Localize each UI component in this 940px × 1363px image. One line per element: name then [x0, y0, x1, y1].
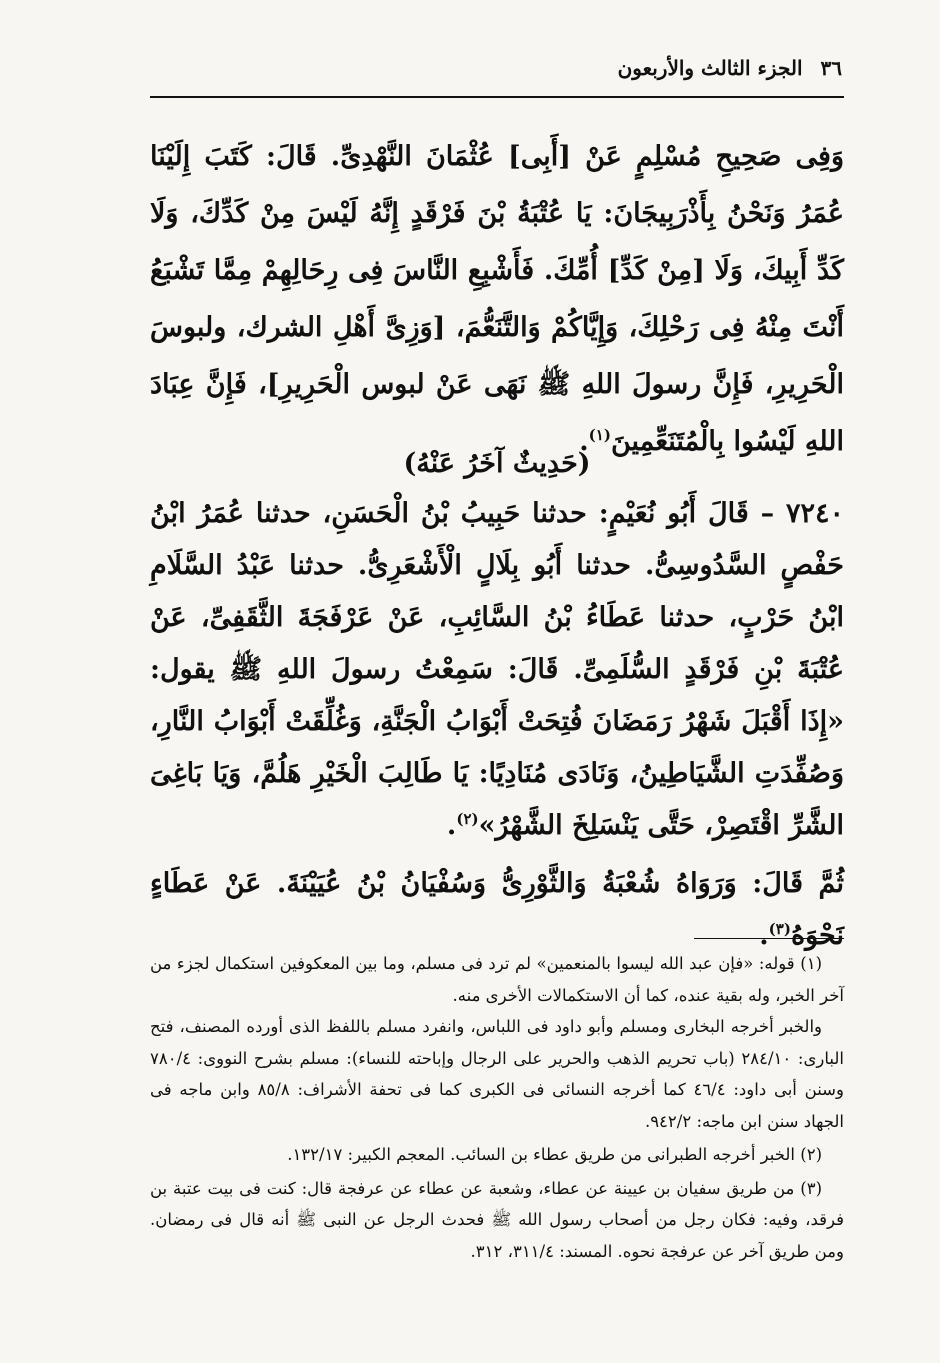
footnote-ref: (٣) [768, 920, 791, 938]
footnotes [150, 948, 844, 1267]
section-heading: (حَدِيثٌ آخَرُ عَنْهُ) [403, 448, 591, 479]
hadith-text: – قَالَ أَبُو نُعَيْمٍ: حدثنا حَبِيبُ بْنُ الْحَسَنِ، حدثنا عُمَرُ ابْنُ حَفْصٍ السَّدُوسِىُّ. حدثنا أَبُو بِلَالٍ الْأَشْعَرِىُّ. حدثنا عَبْدُ السَّلَامِ ابْنُ حَرْبٍ، حدثنا عَطَاءُ بْنُ السَّائِبِ، عَنْ عَرْفَجَةَ الثَّقَفِىِّ، عَنْ عُتْبَةَ بْنِ فَرْقَدٍ السُّلَمِىِّ. قَالَ: سَمِعْتُ رسولَ اللهِ ﷺ يقول: «إِذَا أَقْبَلَ شَهْرُ رَمَضَانَ فُتِحَتْ أَبْوَابُ الْجَنَّةِ، وَغُلِّقَتْ أَبْوَابُ النَّارِ، وَصُفِّدَتِ الشَّيَاطِينُ، وَنَادَى مُنَادِيًا: يَا طَالِبَ الْخَيْرِ هَلُمَّ، وَيَا بَاغِىَ الشَّرِّ اقْتَصِرْ، حَتَّى يَنْسَلِخَ الشَّهْرُ» [150, 498, 844, 841]
footnote-rule [694, 938, 844, 939]
hadith-paragraph [150, 488, 844, 852]
hadith-followup [150, 858, 844, 962]
followup-text: ثُمَّ قَالَ: وَرَوَاهُ شُعْبَةُ وَالثَّوْرِىُّ وَسُفْيَانُ بْنُ عُيَيْنَةَ. عَنْ عَطَاءٍ نَحْوَهُ [150, 868, 844, 951]
paragraph-end: . [579, 426, 589, 457]
hadith-end: . [446, 810, 457, 841]
main-text [150, 128, 844, 470]
footnote-ref: (١) [588, 426, 611, 444]
followup-end: . [759, 920, 769, 951]
footnote-1: (١) قوله: «فإن عبد الله ليسوا بالمنعمين» لم ترد فى مسلم، وما بين المعكوفين استكمال لجزء من آخر الخبر، وله بقية عنده، كما أن الاستكمالات الأخرى منه. [150, 954, 844, 1005]
paragraph [150, 128, 844, 470]
footnote-ref: (٢) [456, 810, 479, 828]
page-number: ٣٦ [820, 56, 842, 80]
footnote-1-continued: والخبر أخرجه البخارى ومسلم وأبو داود فى اللباس، وانفرد مسلم باللفظ الذى أورده المصنف، فتح البارى: ٢٨٤/١٠ (باب تحريم الذهب والحرير على الرجال وإباحته للنساء): مسلم بشرح النووى: ٧٨٠/٤ وسنن أبى داود: ٤٦/٤ كما أخرجه النسائى فى الكبرى كما فى تحفة الأشراف: ٨٥/٨ وابن ماجه فى الجهاد سنن ابن ماجه: ٩٤٢/٢. [150, 1017, 844, 1131]
paragraph-text: وَفِى صَحِيحِ مُسْلِمٍ عَنْ [أَبِى] عُثْمَانَ النَّهْدِىِّ. قَالَ: كَتَبَ إِلَيْنَا عُمَرُ وَنَحْنُ بِأَذْرَبِيجَانَ: يَا عُتْبَةُ بْنَ فَرْقَدٍ إِنَّهُ لَيْسَ مِنْ كَدِّكَ، وَلَا كَدِّ أَبِيكَ، وَلَا [مِنْ كَدِّ] أُمِّكَ. فَأَشْبِعِ النَّاسَ فِى رِحَالِهِمْ مِمَّا تَشْبَعُ أَنْتَ مِنْهُ فِى رَحْلِكَ، وَإِيَّاكُمْ وَالتَّنَعُّمَ، [وَزِىَّ أَهْلِ الشرك، ولبوسَ الْحَرِيرِ، فَإِنَّ رسولَ اللهِ ﷺ نَهَى عَنْ لبوس الْحَرِيرِ]، فَإِنَّ عِبَادَ اللهِ لَيْسُوا بِالْمُتَنَعِّمِينَ [150, 141, 844, 457]
hadith-number: ٧٢٤٠ [785, 498, 844, 529]
header-rule [150, 96, 844, 98]
hadith-block [150, 488, 844, 962]
footnote-2: (٢) الخبر أخرجه الطبرانى من طريق عطاء بن السائب. المعجم الكبير: ١٣٢/١٧. [287, 1145, 822, 1164]
running-header [120, 56, 842, 90]
footnote-3: (٣) من طريق سفيان بن عيينة عن عطاء، وشعبة عن عطاء عن عرفجة قال: كنت فى بيت عتبة بن فرقد، وفيه: فكان رجل من أصحاب رسول الله ﷺ فحدث الرجل عن النبى ﷺ أنه قال فى رمضان. ومن طريق آخر عن عرفجة نحوه. المسند: ٣١١/٤، ٣١٢. [150, 1178, 844, 1261]
volume-title: الجزء الثالث والأربعون [617, 56, 803, 80]
